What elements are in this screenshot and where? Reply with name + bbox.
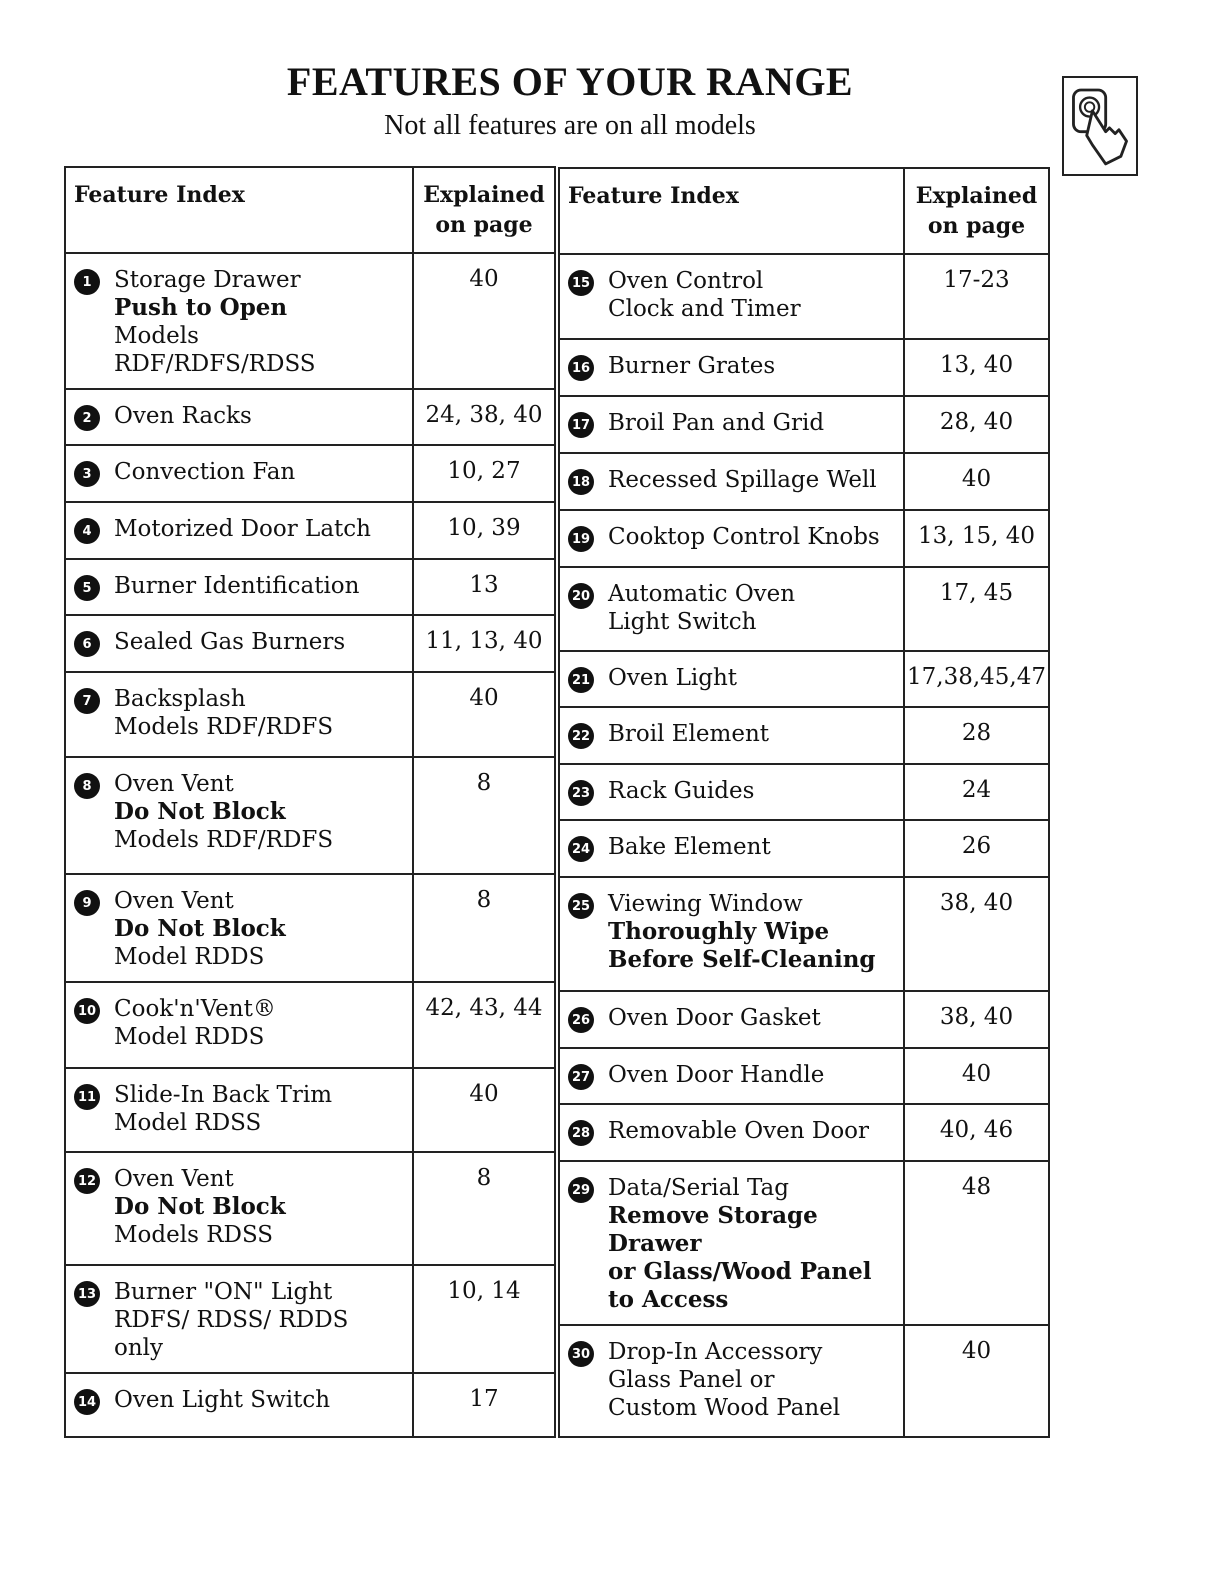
feature-table-right xyxy=(558,167,1050,1438)
page-reference: 10, 14 xyxy=(413,1265,555,1373)
table-row xyxy=(559,396,1049,453)
feature-label: Data/Serial Tag xyxy=(608,1175,789,1201)
table-header-row xyxy=(559,168,1049,254)
feature-number-badge: 14 xyxy=(74,1389,100,1415)
page-reference: 40 xyxy=(413,253,555,389)
feature-number-badge: 9 xyxy=(74,890,100,916)
feature-cell xyxy=(559,707,904,764)
table-row xyxy=(559,877,1049,991)
table-row xyxy=(559,764,1049,820)
feature-note-bold: Do Not Block xyxy=(114,798,286,825)
feature-index-header: Feature Index xyxy=(559,168,904,254)
page-reference: 38, 40 xyxy=(904,877,1049,991)
feature-label: Models RDF/RDFS xyxy=(114,714,334,740)
feature-label: Cook'n'Vent® xyxy=(114,996,276,1022)
feature-number-badge: 29 xyxy=(568,1177,594,1203)
feature-cell xyxy=(559,651,904,707)
feature-number-badge: 5 xyxy=(74,575,100,601)
feature-cell xyxy=(65,757,413,874)
feature-label: Model RDSS xyxy=(114,1110,262,1136)
feature-note-bold: Thoroughly Wipe xyxy=(608,918,830,945)
table-row xyxy=(559,567,1049,651)
page-reference: 28 xyxy=(904,707,1049,764)
table-row xyxy=(559,651,1049,707)
feature-number-badge: 18 xyxy=(568,469,594,495)
feature-cell xyxy=(559,1048,904,1104)
table-row xyxy=(559,254,1049,339)
page-reference: 42, 43, 44 xyxy=(413,982,555,1068)
feature-number-badge: 26 xyxy=(568,1007,594,1033)
table-row xyxy=(559,820,1049,877)
feature-cell xyxy=(559,877,904,991)
page-reference: 28, 40 xyxy=(904,396,1049,453)
page-reference: 8 xyxy=(413,1152,555,1265)
feature-table-left xyxy=(64,166,556,1438)
page-reference: 40 xyxy=(904,1325,1049,1437)
feature-label: Convection Fan xyxy=(114,459,296,485)
page-reference: 24 xyxy=(904,764,1049,820)
feature-label: Slide-In Back Trim xyxy=(114,1082,333,1108)
feature-cell xyxy=(559,510,904,567)
feature-label: Backsplash xyxy=(114,686,246,712)
feature-number-badge: 15 xyxy=(568,270,594,296)
feature-cell xyxy=(65,253,413,389)
feature-cell xyxy=(65,1068,413,1152)
page-reference: 48 xyxy=(904,1161,1049,1325)
feature-label: only xyxy=(114,1335,164,1361)
page-reference: 8 xyxy=(413,874,555,982)
feature-cell xyxy=(65,1265,413,1373)
feature-number-badge: 12 xyxy=(74,1168,100,1194)
feature-cell xyxy=(559,453,904,510)
explained-on-page-header: Explained on page xyxy=(904,168,1049,254)
feature-cell xyxy=(559,1161,904,1325)
feature-label: Storage Drawer xyxy=(114,267,301,293)
feature-number-badge: 28 xyxy=(568,1120,594,1146)
feature-label: Oven Vent xyxy=(114,1166,234,1192)
feature-label: Glass Panel or xyxy=(608,1367,775,1393)
feature-label: Oven Vent xyxy=(114,771,234,797)
feature-label: Viewing Window xyxy=(608,891,803,917)
table-header-row xyxy=(65,167,555,253)
feature-label: Burner Identification xyxy=(114,573,360,599)
feature-number-badge: 30 xyxy=(568,1341,594,1367)
feature-label: Removable Oven Door xyxy=(608,1118,870,1144)
feature-cell xyxy=(65,389,413,445)
table-row xyxy=(65,253,555,389)
feature-label: Burner Grates xyxy=(608,353,776,379)
feature-label: Models RDF/RDFS/RDSS xyxy=(114,323,316,377)
feature-cell xyxy=(559,567,904,651)
feature-number-badge: 17 xyxy=(568,412,594,438)
feature-label: Light Switch xyxy=(608,609,757,635)
page-reference: 13, 15, 40 xyxy=(904,510,1049,567)
feature-number-badge: 10 xyxy=(74,998,100,1024)
page-reference: 17 xyxy=(413,1373,555,1437)
feature-cell xyxy=(65,445,413,502)
page-reference: 40 xyxy=(904,1048,1049,1104)
feature-label: Oven Racks xyxy=(114,403,252,429)
feature-number-badge: 7 xyxy=(74,688,100,714)
feature-number-badge: 11 xyxy=(74,1084,100,1110)
page-reference: 11, 13, 40 xyxy=(413,615,555,672)
page-reference: 24, 38, 40 xyxy=(413,389,555,445)
page-reference: 40 xyxy=(904,453,1049,510)
table-row xyxy=(559,1104,1049,1161)
table-row xyxy=(65,559,555,615)
feature-cell xyxy=(65,615,413,672)
feature-label: Oven Door Handle xyxy=(608,1062,825,1088)
table-row xyxy=(65,874,555,982)
feature-cell xyxy=(65,1152,413,1265)
feature-label: Clock and Timer xyxy=(608,296,801,322)
feature-note-bold: to Access xyxy=(608,1286,729,1313)
table-row xyxy=(65,1265,555,1373)
hand-pressing-button-icon xyxy=(1062,76,1138,176)
table-row xyxy=(559,1325,1049,1437)
table-row xyxy=(65,389,555,445)
table-row xyxy=(65,672,555,757)
feature-note-bold: Do Not Block xyxy=(114,1193,286,1220)
page-reference: 10, 27 xyxy=(413,445,555,502)
feature-cell xyxy=(559,991,904,1048)
feature-note-bold: Push to Open xyxy=(114,294,288,321)
feature-cell xyxy=(559,339,904,396)
feature-label: RDFS/ RDSS/ RDDS xyxy=(114,1307,349,1333)
feature-label: Broil Element xyxy=(608,721,769,747)
page-subtitle: Not all features are on all models xyxy=(384,110,756,141)
feature-note-bold: or Glass/Wood Panel xyxy=(608,1258,872,1285)
page-reference: 13, 40 xyxy=(904,339,1049,396)
page-reference: 40 xyxy=(413,1068,555,1152)
feature-cell xyxy=(65,982,413,1068)
feature-label: Models RDF/RDFS xyxy=(114,827,334,853)
feature-number-badge: 1 xyxy=(74,269,100,295)
feature-label: Rack Guides xyxy=(608,778,755,804)
feature-label: Model RDDS xyxy=(114,1024,265,1050)
table-row xyxy=(559,1161,1049,1325)
table-row xyxy=(65,615,555,672)
feature-cell xyxy=(65,672,413,757)
feature-cell xyxy=(65,502,413,559)
feature-cell xyxy=(559,396,904,453)
table-row xyxy=(559,1048,1049,1104)
feature-label: Cooktop Control Knobs xyxy=(608,524,880,550)
page-reference: 8 xyxy=(413,757,555,874)
feature-number-badge: 16 xyxy=(568,355,594,381)
feature-note-bold: Before Self-Cleaning xyxy=(608,946,876,973)
feature-cell xyxy=(559,254,904,339)
table-row xyxy=(559,991,1049,1048)
feature-label: Broil Pan and Grid xyxy=(608,410,825,436)
feature-label: Motorized Door Latch xyxy=(114,516,371,542)
feature-label: Automatic Oven xyxy=(608,581,796,607)
table-row xyxy=(65,502,555,559)
feature-number-badge: 21 xyxy=(568,667,594,693)
table-row xyxy=(65,757,555,874)
feature-label: Oven Control xyxy=(608,268,764,294)
feature-index-header: Feature Index xyxy=(65,167,413,253)
explained-on-page-header: Explained on page xyxy=(413,167,555,253)
page-reference: 17,38,45,47 xyxy=(904,651,1049,707)
page-reference: 40, 46 xyxy=(904,1104,1049,1161)
feature-number-badge: 6 xyxy=(74,631,100,657)
feature-number-badge: 22 xyxy=(568,723,594,749)
page-reference: 26 xyxy=(904,820,1049,877)
feature-cell xyxy=(559,1325,904,1437)
table-row xyxy=(559,707,1049,764)
feature-label: Model RDDS xyxy=(114,944,265,970)
table-row xyxy=(65,1068,555,1152)
feature-cell xyxy=(559,1104,904,1161)
feature-label: Recessed Spillage Well xyxy=(608,467,877,493)
feature-label: Sealed Gas Burners xyxy=(114,629,346,655)
feature-number-badge: 23 xyxy=(568,780,594,806)
table-row xyxy=(65,982,555,1068)
page-reference: 17, 45 xyxy=(904,567,1049,651)
table-row xyxy=(65,445,555,502)
feature-label: Oven Vent xyxy=(114,888,234,914)
feature-number-badge: 19 xyxy=(568,526,594,552)
feature-number-badge: 25 xyxy=(568,893,594,919)
feature-cell xyxy=(65,874,413,982)
page-reference: 40 xyxy=(413,672,555,757)
feature-label: Models RDSS xyxy=(114,1222,274,1248)
feature-label: Burner "ON" Light xyxy=(114,1279,333,1305)
feature-number-badge: 8 xyxy=(74,773,100,799)
feature-label: Oven Door Gasket xyxy=(608,1005,821,1031)
feature-note-bold: Remove Storage Drawer xyxy=(608,1202,818,1257)
feature-cell xyxy=(559,764,904,820)
table-row xyxy=(559,453,1049,510)
page-reference: 17-23 xyxy=(904,254,1049,339)
page-reference: 13 xyxy=(413,559,555,615)
feature-cell xyxy=(559,820,904,877)
feature-note-bold: Do Not Block xyxy=(114,915,286,942)
feature-label: Oven Light Switch xyxy=(114,1387,331,1413)
feature-label: Bake Element xyxy=(608,834,771,860)
feature-number-badge: 27 xyxy=(568,1064,594,1090)
feature-cell xyxy=(65,559,413,615)
page-reference: 38, 40 xyxy=(904,991,1049,1048)
page-reference: 10, 39 xyxy=(413,502,555,559)
feature-label: Drop-In Accessory xyxy=(608,1339,823,1365)
feature-number-badge: 20 xyxy=(568,583,594,609)
table-row xyxy=(65,1152,555,1265)
feature-number-badge: 24 xyxy=(568,836,594,862)
feature-number-badge: 4 xyxy=(74,518,100,544)
feature-number-badge: 2 xyxy=(74,405,100,431)
feature-number-badge: 13 xyxy=(74,1281,100,1307)
feature-cell xyxy=(65,1373,413,1437)
feature-label: Oven Light xyxy=(608,665,737,691)
page-title: FEATURES OF YOUR RANGE xyxy=(286,59,854,104)
feature-number-badge: 3 xyxy=(74,461,100,487)
table-row xyxy=(65,1373,555,1437)
feature-label: Custom Wood Panel xyxy=(608,1395,841,1421)
table-row xyxy=(559,510,1049,567)
table-row xyxy=(559,339,1049,396)
